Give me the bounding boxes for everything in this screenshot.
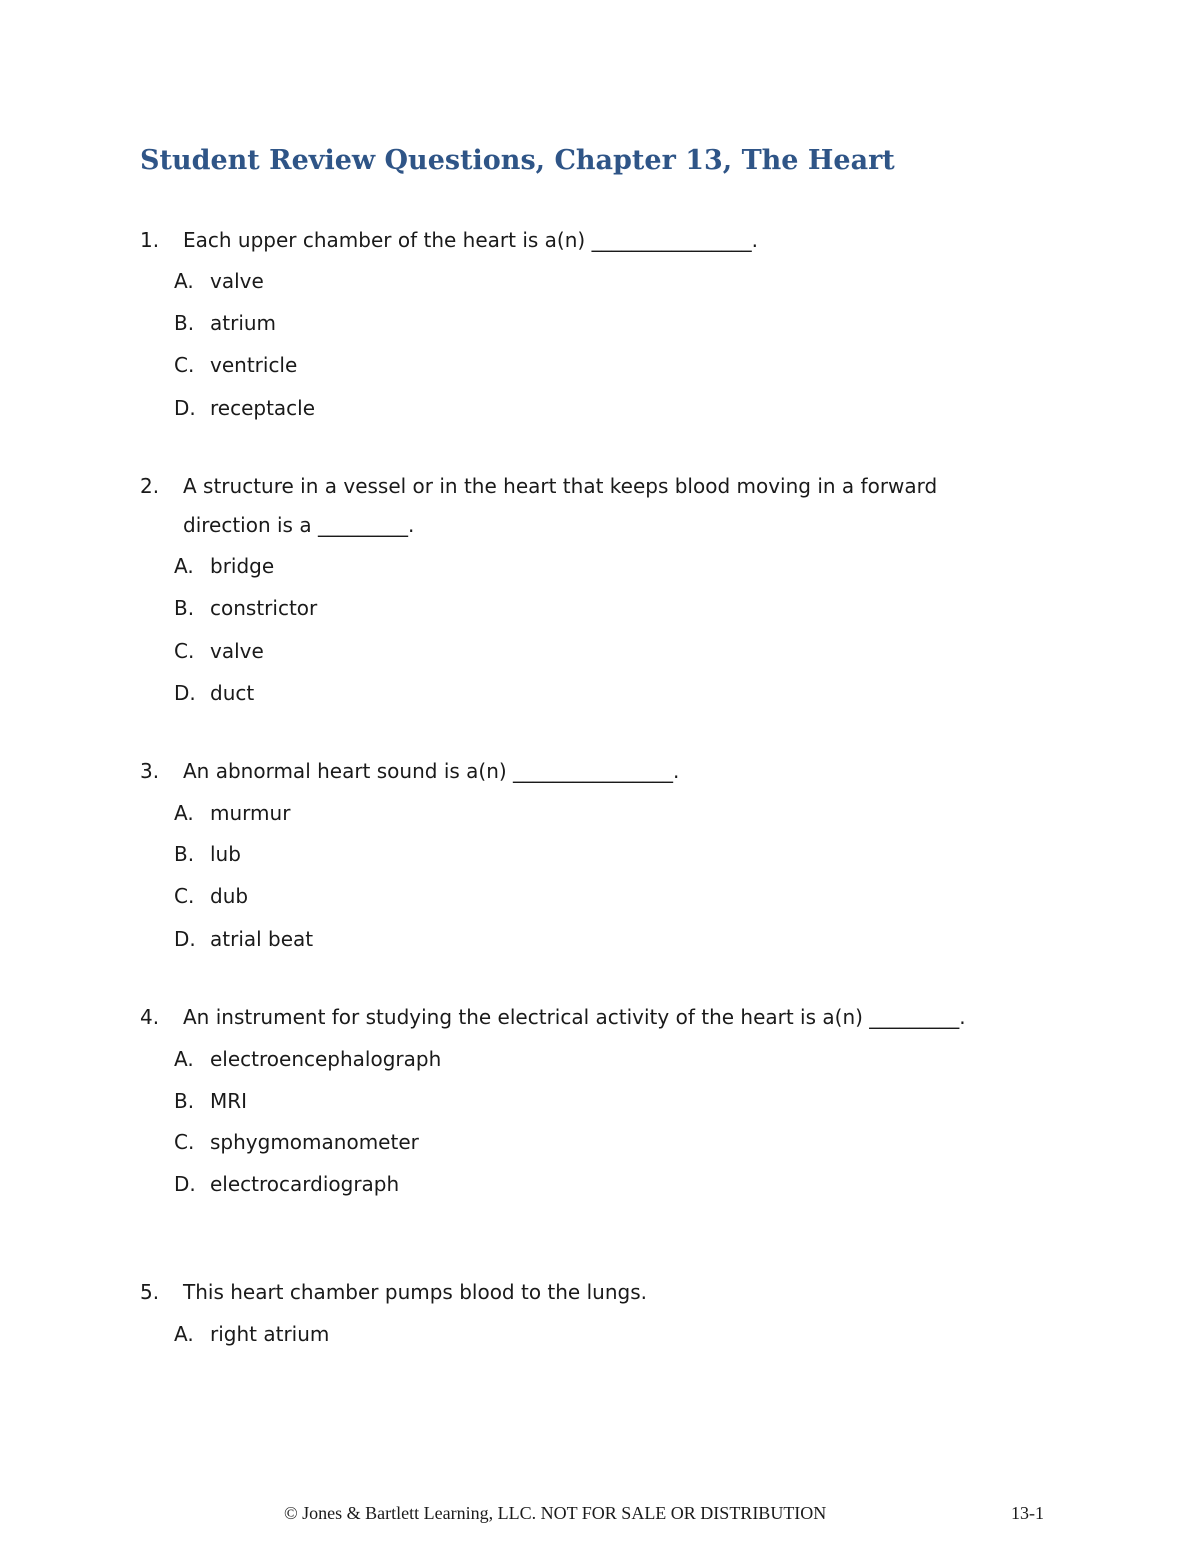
option-text: atrium <box>210 311 277 335</box>
option-text: lub <box>210 842 241 866</box>
question-text: An abnormal heart sound is a(n) ________________. <box>183 759 680 783</box>
option-text: duct <box>210 681 255 705</box>
option-letter: C. <box>174 1130 195 1154</box>
option-letter: B. <box>174 842 195 866</box>
option-text: bridge <box>210 554 275 578</box>
question-text-line-2: direction is a _________. <box>183 513 415 537</box>
option-letter: D. <box>174 927 196 951</box>
option-letter: C. <box>174 639 195 663</box>
question-number: 1. <box>140 228 160 252</box>
option-text: dub <box>210 884 249 908</box>
option-letter: A. <box>174 1322 194 1346</box>
option-text: valve <box>210 269 264 293</box>
option-letter: B. <box>174 596 195 620</box>
option-text: sphygmomanometer <box>210 1130 419 1154</box>
option-letter: D. <box>174 396 196 420</box>
option-letter: B. <box>174 1089 195 1113</box>
question-number: 5. <box>140 1280 160 1304</box>
option-letter: C. <box>174 353 195 377</box>
option-letter: D. <box>174 681 196 705</box>
question-text: A structure in a vessel or in the heart that keeps blood moving in a forward <box>183 474 938 498</box>
option-letter: A. <box>174 1047 194 1071</box>
question-number: 3. <box>140 759 160 783</box>
question-text: An instrument for studying the electrical activity of the heart is a(n) _________. <box>183 1005 966 1029</box>
option-text: receptacle <box>210 396 316 420</box>
page-title: Student Review Questions, Chapter 13, The Heart <box>140 145 895 176</box>
question-number: 2. <box>140 474 160 498</box>
page-number: 13-1 <box>1011 1503 1044 1523</box>
option-text: ventricle <box>210 353 298 377</box>
option-text: atrial beat <box>210 927 314 951</box>
question-number: 4. <box>140 1005 160 1029</box>
option-letter: C. <box>174 884 195 908</box>
footer-copyright: © Jones & Bartlett Learning, LLC. NOT FOR SALE OR DISTRIBUTION <box>284 1503 827 1523</box>
question-text: This heart chamber pumps blood to the lungs. <box>183 1280 647 1304</box>
option-text: constrictor <box>210 596 318 620</box>
option-text: electrocardiograph <box>210 1172 400 1196</box>
option-letter: A. <box>174 801 194 825</box>
option-letter: D. <box>174 1172 196 1196</box>
option-letter: B. <box>174 311 195 335</box>
option-text: right atrium <box>210 1322 330 1346</box>
option-text: electroencephalograph <box>210 1047 442 1071</box>
option-letter: A. <box>174 554 194 578</box>
option-text: murmur <box>210 801 291 825</box>
option-text: valve <box>210 639 264 663</box>
option-letter: A. <box>174 269 194 293</box>
option-text: MRI <box>210 1089 248 1113</box>
question-text: Each upper chamber of the heart is a(n) ________________. <box>183 228 758 252</box>
